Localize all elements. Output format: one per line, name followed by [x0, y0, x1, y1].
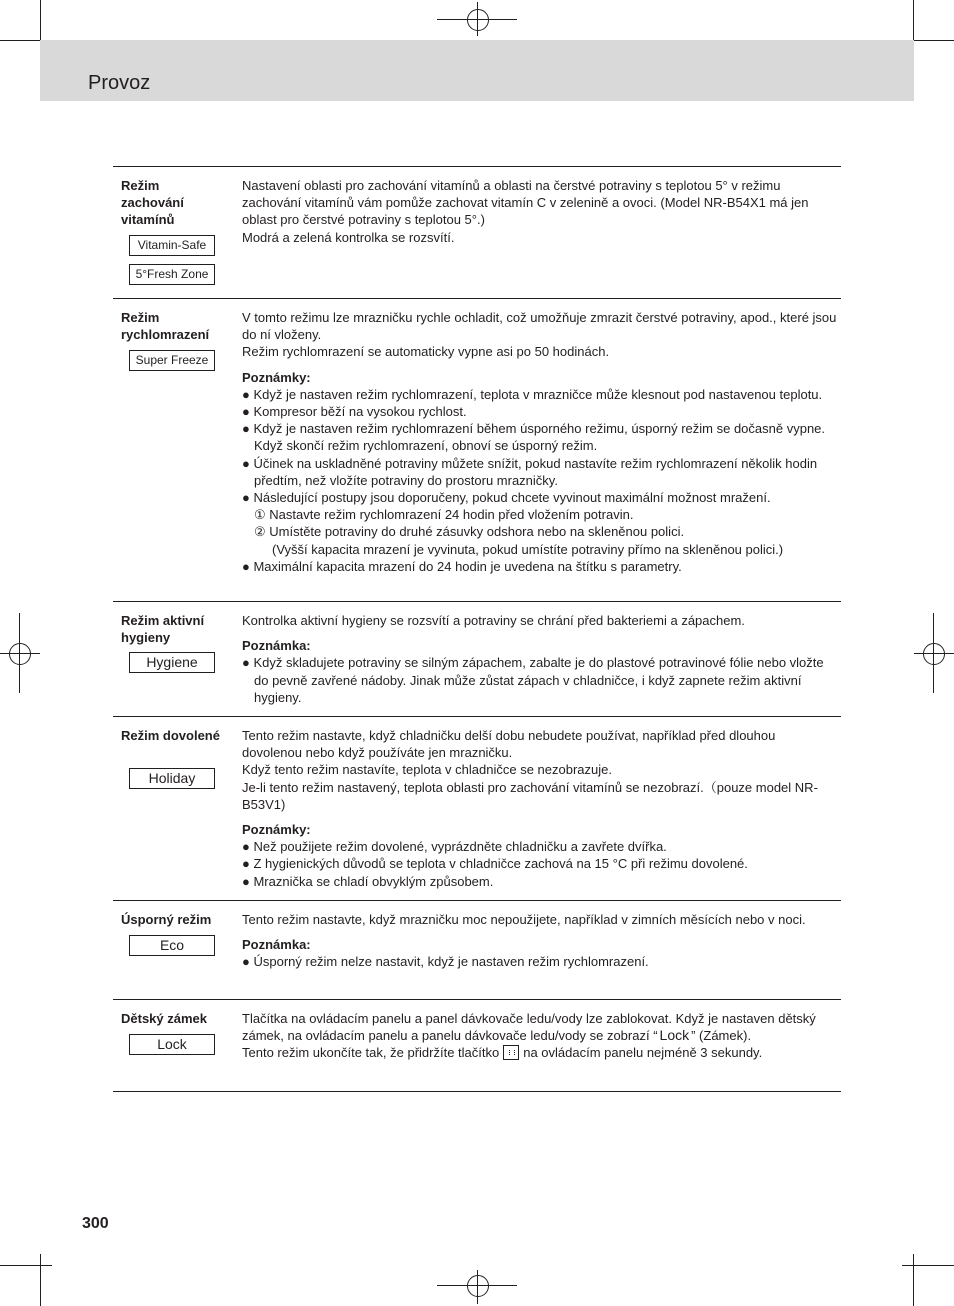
note-item: ● Když skladujete potraviny se silným zápachem, zabalte je do plastové potravinové fólie nebo vložte do pevně zavřené nádoby. Jinak může zůstat zápach v chladničce, i když zapnete režim aktivní hygieny.	[242, 654, 838, 706]
mode-badge: Super Freeze	[129, 350, 215, 371]
mode-description	[242, 727, 838, 890]
mode-label: Režim aktivní hygieny	[121, 613, 205, 645]
mode-badge: Hygiene	[129, 652, 215, 673]
mode-badge: Eco	[129, 935, 215, 956]
notes-heading: Poznámky:	[242, 822, 311, 838]
text: na ovládacím panelu nejméně 3 sekundy.	[523, 1045, 763, 1061]
paragraph: Když tento režim nastavíte, teplota v chladničce se nezobrazuje.	[242, 762, 612, 778]
modes-table	[113, 166, 841, 1092]
mode-label: Režim zachování vitamínů	[121, 178, 184, 227]
mode-badge: Vitamin-Safe	[129, 235, 215, 256]
paragraph: Nastavení oblasti pro zachování vitamínů a oblasti na čerstvé potraviny s teplotou 5° v režimu zachování vitamínů vám pomůže zachovat vitamín C v zelenině a ovoci. (Model NR-B54X1 má jen oblast pro čerstvé potraviny s teplotou 5°.)	[242, 178, 809, 228]
mode-label: Režim dovolené	[121, 728, 220, 743]
table-row	[113, 298, 841, 601]
note-item: ● Když je nastaven režim rychlomrazení během úsporného režimu, úsporný režim se dočasně vypne. Když skončí režim rychlomrazení, obnoví se úsporný režim.	[242, 420, 838, 454]
table-row	[113, 716, 841, 900]
paragraph: Kontrolka aktivní hygieny se rozsvítí a potraviny se chrání před bakteriemi a zápachem.	[242, 613, 745, 628]
note-item: ● Maximální kapacita mrazení do 24 hodin je uvedena na štítku s parametry.	[242, 558, 838, 575]
step-item: ① Nastavte režim rychlomrazení 24 hodin před vložením potravin.	[254, 507, 634, 523]
notes-heading: Poznámka:	[242, 937, 311, 953]
table-row	[113, 900, 841, 999]
note-item: ● Kompresor běží na vysokou rychlost.	[242, 403, 838, 420]
mode-label: Úsporný režim	[121, 912, 212, 927]
mode-badge: Holiday	[129, 768, 215, 789]
section-header	[40, 40, 914, 101]
table-row	[113, 166, 841, 298]
paragraph: Modrá a zelená kontrolka se rozsvítí.	[242, 229, 455, 245]
note-item: ● Z hygienických důvodů se teplota v chladničce zachová na 15 °C při režimu dovolené.	[242, 855, 838, 872]
mode-badge: 5°Fresh Zone	[129, 264, 215, 285]
note-item: ● Účinek na uskladněné potraviny můžete snížit, pokud nastavíte režim rychlomrazení několik hodin předtím, než vložíte potraviny do prostoru mrazničky.	[242, 455, 838, 489]
mode-description	[242, 309, 838, 575]
mode-label: Dětský zámek	[121, 1011, 207, 1026]
lock-display-symbol: Lock	[659, 1027, 690, 1044]
step-note: (Vyšší kapacita mrazení je vyvinuta, pokud umístíte potraviny přímo na skleněnou polici.)	[272, 541, 784, 557]
text: ” (Zámek).	[691, 1028, 752, 1044]
note-item: ● Než použijete režim dovolené, vyprázdněte chladničku a zavřete dvířka.	[242, 838, 838, 855]
note-item: ● Následující postupy jsou doporučeny, pokud chcete vyvinout maximální možnost mražení.	[242, 489, 838, 506]
note-item: ● Úsporný režim nelze nastavit, když je nastaven režim rychlomrazení.	[242, 953, 838, 970]
text: Tento režim ukončíte tak, že přidržíte tlačítko	[242, 1045, 500, 1061]
page-number: 300	[82, 1215, 109, 1232]
notes-heading: Poznámky:	[242, 369, 311, 385]
table-row	[113, 601, 841, 716]
lock-button-icon	[503, 1045, 519, 1060]
mode-badge: Lock	[129, 1034, 215, 1055]
text: Tlačítka na ovládacím panelu a panel dávkovače ledu/vody lze zablokovat. Když je nastaven dětský zámek, na ovládacím panelu a panelu dávkovače ledu/vody se zobrazí “	[242, 1011, 816, 1044]
section-title: Provoz	[88, 72, 151, 94]
paragraph	[242, 1044, 838, 1061]
step-item: ② Umístěte potraviny do druhé zásuvky odshora nebo na skleněnou polici.	[254, 524, 685, 540]
mode-description	[242, 612, 838, 706]
mode-description	[242, 177, 838, 246]
paragraph: V tomto režimu lze mrazničku rychle ochladit, což umožňuje zmrazit čerstvé potraviny, apod., které jsou do ní vloženy.	[242, 310, 837, 343]
mode-description	[242, 911, 838, 971]
paragraph: Tento režim nastavte, když mrazničku moc nepoužijete, například v zimních měsících nebo v noci.	[242, 912, 806, 927]
note-item: ● Když je nastaven režim rychlomrazení, teplota v mrazničce může klesnout pod nastavenou teplotu.	[242, 386, 838, 403]
mode-label: Režim rychlomrazení	[121, 310, 210, 342]
note-item: ● Mraznička se chladí obvyklým způsobem.	[242, 873, 838, 890]
table-row	[113, 999, 841, 1092]
mode-description	[242, 1010, 838, 1062]
paragraph: Je-li tento režim nastavený, teplota oblasti pro zachování vitamínů se nezobrazí.（pouze model NR-B53V1)	[242, 779, 818, 812]
paragraph: Režim rychlomrazení se automaticky vypne asi po 50 hodinách.	[242, 344, 610, 360]
paragraph: Tento režim nastavte, když chladničku delší dobu nebudete používat, například před dlouhou dovolenou nebo když používáte jen mrazničku.	[242, 728, 776, 761]
notes-heading: Poznámka:	[242, 638, 311, 654]
paragraph	[242, 1010, 838, 1044]
